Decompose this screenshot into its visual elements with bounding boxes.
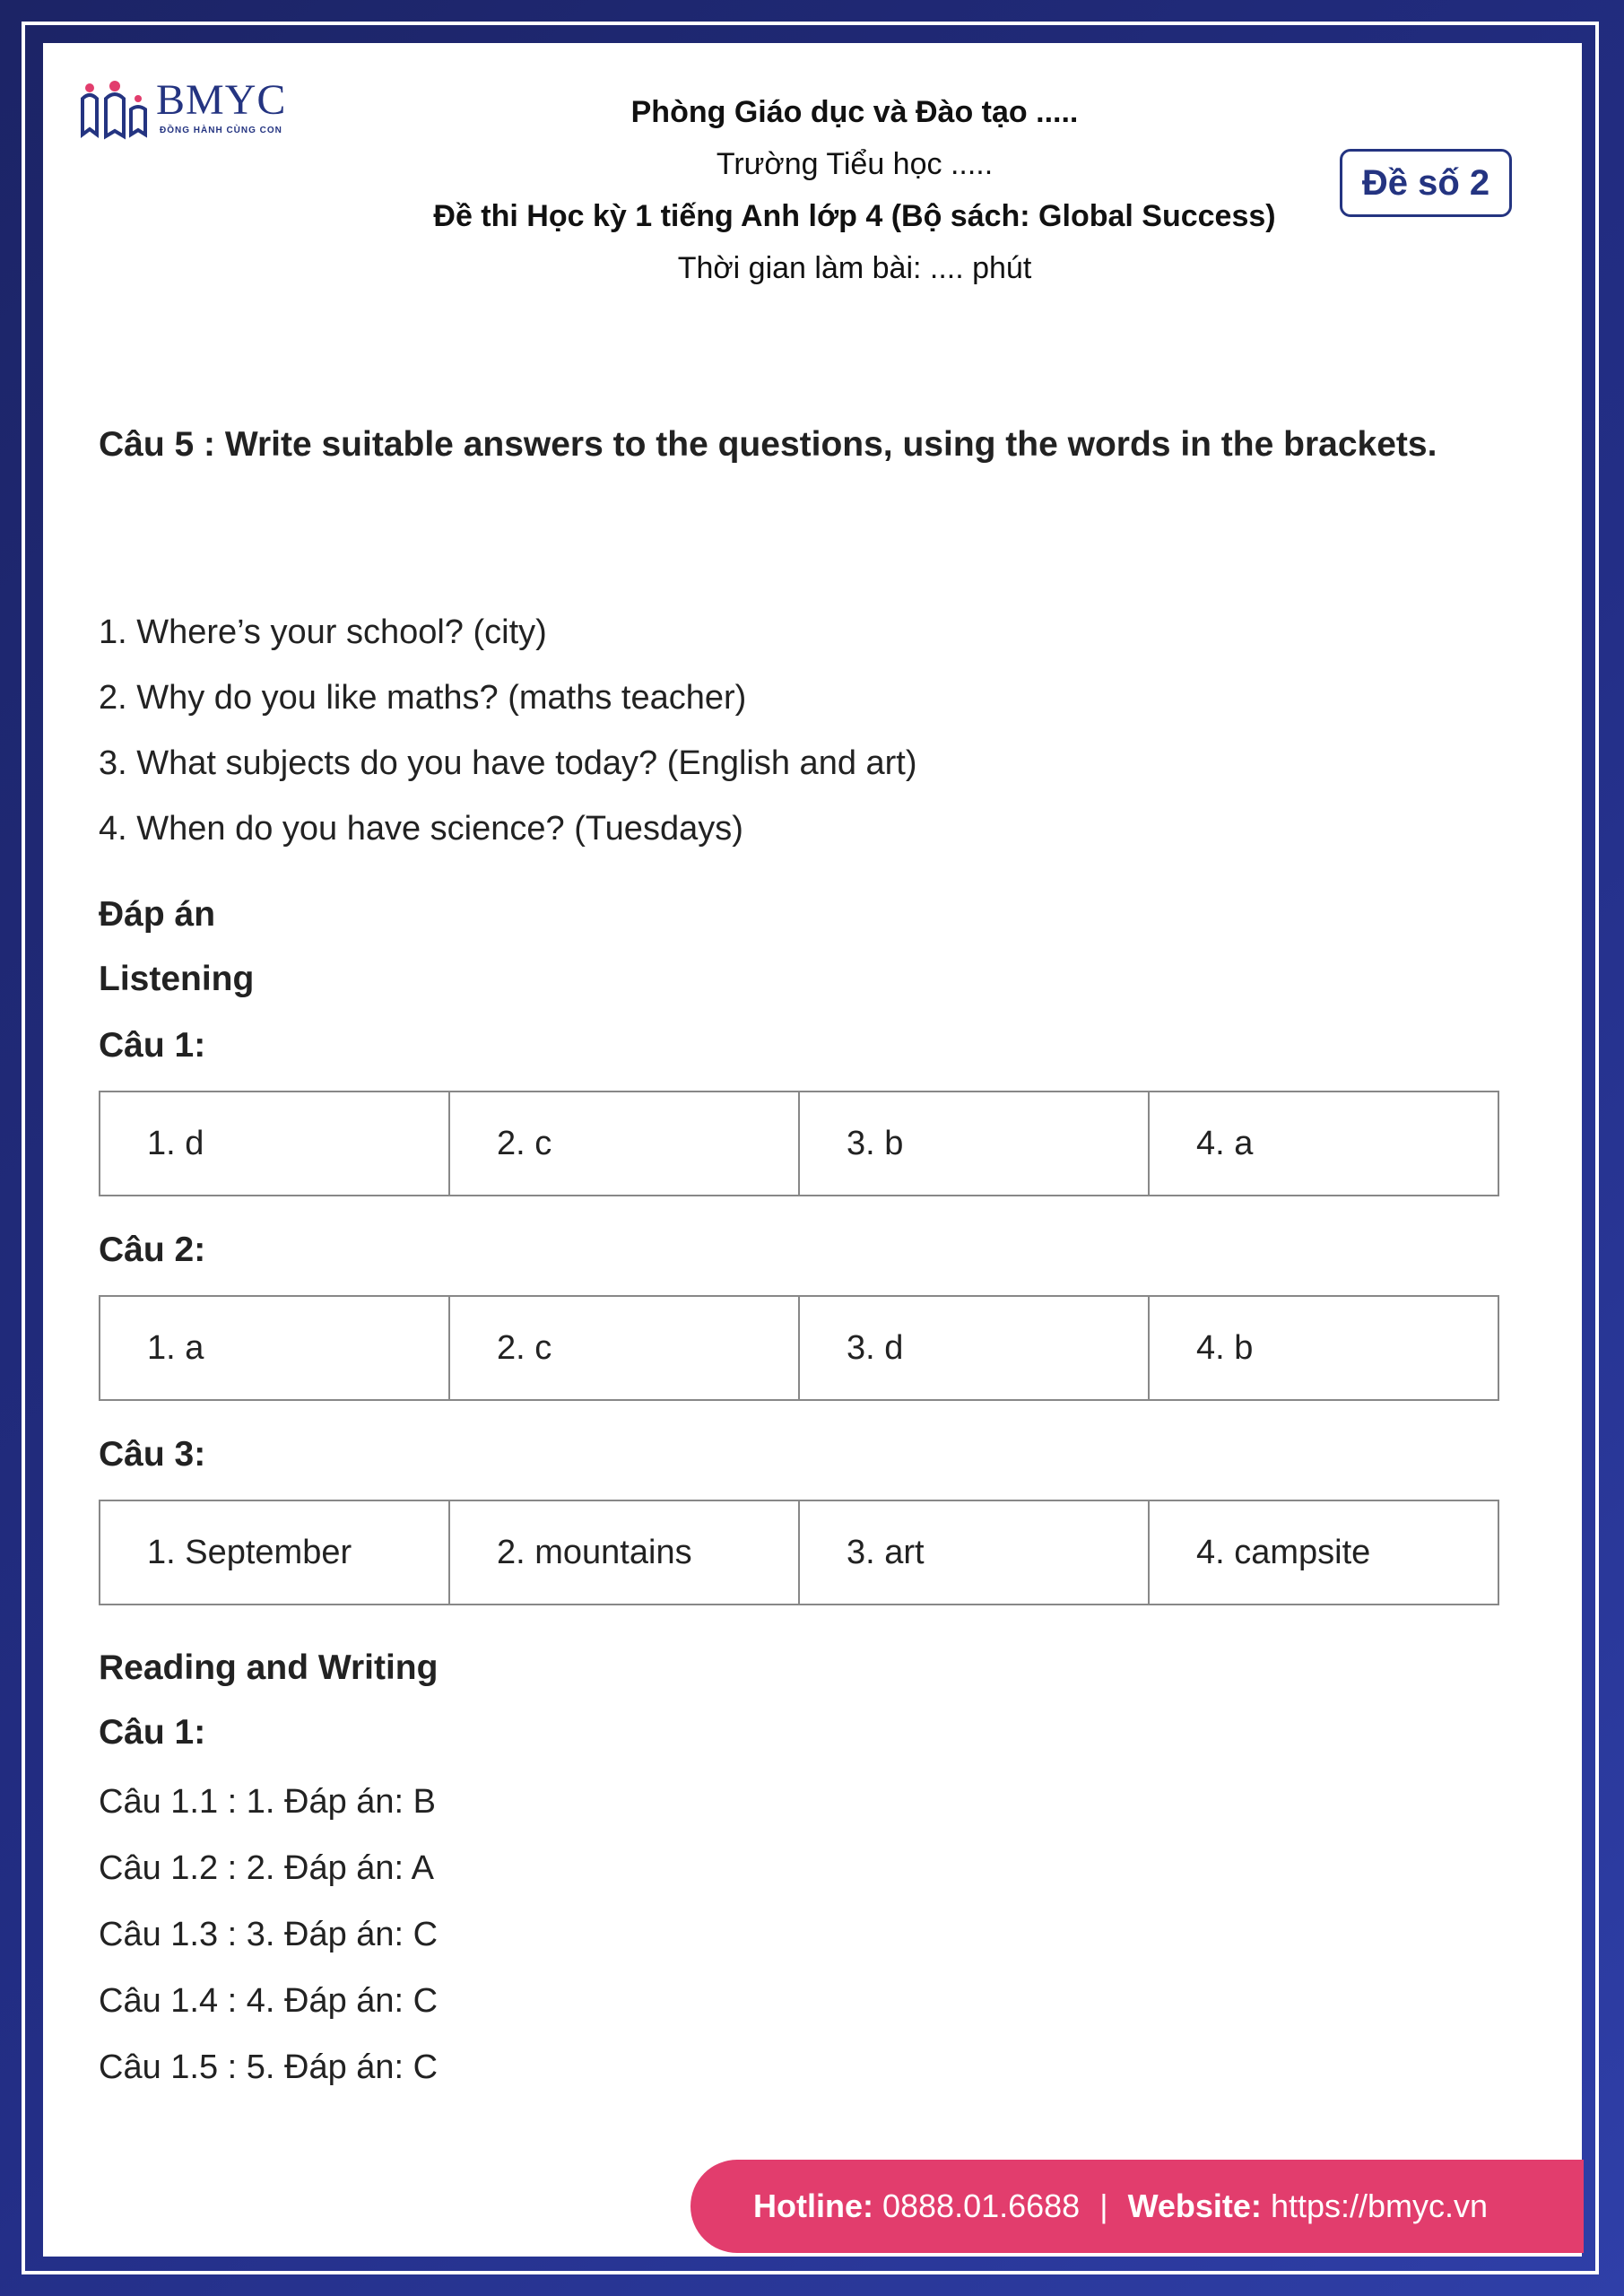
list-item: Câu 1.1 : 1. Đáp án: B	[99, 1783, 437, 1821]
logo-brand: BMYC	[156, 76, 287, 124]
website-link[interactable]: https://bmyc.vn	[1270, 2187, 1489, 2224]
table-cell: 4. b	[1149, 1296, 1498, 1400]
question-item: 3. What subjects do you have today? (English and art)	[99, 744, 917, 782]
answers-heading: Đáp án	[99, 895, 216, 934]
question-item: 2. Why do you like maths? (maths teacher)	[99, 679, 747, 717]
family-figures-icon	[79, 79, 151, 151]
table-cell: 3. d	[799, 1296, 1149, 1400]
logo-tagline: ĐỒNG HÀNH CÙNG CON	[160, 126, 282, 135]
question-5-list	[99, 606, 917, 868]
header-exam-title: Đề thi Học kỳ 1 tiếng Anh lớp 4 (Bộ sách: Global Success)	[433, 199, 1276, 233]
table-cell: 1. d	[100, 1091, 449, 1196]
table-cell: 4. campsite	[1149, 1500, 1498, 1605]
website-label: Website:	[1127, 2187, 1262, 2224]
table-cell: 1. a	[100, 1296, 449, 1400]
table-cell: 4. a	[1149, 1091, 1498, 1196]
exam-header	[294, 86, 1415, 294]
list-item: Câu 1.4 : 4. Đáp án: C	[99, 1982, 439, 2020]
contact-footer	[690, 2160, 1584, 2253]
reading-writing-answers	[99, 1776, 438, 2108]
listening-heading: Listening	[99, 960, 255, 998]
footer-separator: |	[1099, 2187, 1108, 2224]
bmyc-logo	[79, 74, 312, 154]
question-item: 1. Where’s your school? (city)	[99, 613, 547, 651]
listening-cau2-table	[99, 1295, 1499, 1401]
listening-cau3-label: Câu 3:	[99, 1435, 206, 1474]
document-page	[43, 43, 1582, 2257]
listening-cau1-label: Câu 1:	[99, 1026, 206, 1065]
listening-cau1-table	[99, 1091, 1499, 1196]
header-department: Phòng Giáo dục và Đào tạo .....	[630, 95, 1079, 129]
table-cell: 2. mountains	[449, 1500, 799, 1605]
table-cell: 2. c	[449, 1091, 799, 1196]
table-cell: 2. c	[449, 1296, 799, 1400]
list-item: Câu 1.3 : 3. Đáp án: C	[99, 1916, 439, 1953]
listening-cau3-table	[99, 1500, 1499, 1605]
hotline-label: Hotline:	[753, 2187, 873, 2224]
hotline-number[interactable]: 0888.01.6688	[881, 2187, 1081, 2224]
table-cell: 3. b	[799, 1091, 1149, 1196]
list-item: Câu 1.5 : 5. Đáp án: C	[99, 2048, 439, 2086]
header-duration: Thời gian làm bài: .... phút	[677, 251, 1032, 285]
list-item: Câu 1.2 : 2. Đáp án: A	[99, 1849, 434, 1887]
table-cell: 3. art	[799, 1500, 1149, 1605]
question-5-title: Câu 5 : Write suitable answers to the questions, using the words in the brackets.	[99, 425, 1437, 464]
table-cell: 1. September	[100, 1500, 449, 1605]
header-school: Trường Tiểu học .....	[716, 147, 994, 181]
question-item: 4. When do you have science? (Tuesdays)	[99, 810, 743, 848]
exam-number-badge: Đề số 2	[1340, 149, 1512, 217]
listening-cau2-label: Câu 2:	[99, 1231, 206, 1269]
reading-writing-heading: Reading and Writing	[99, 1648, 439, 1687]
reading-writing-cau1-label: Câu 1:	[99, 1713, 206, 1752]
